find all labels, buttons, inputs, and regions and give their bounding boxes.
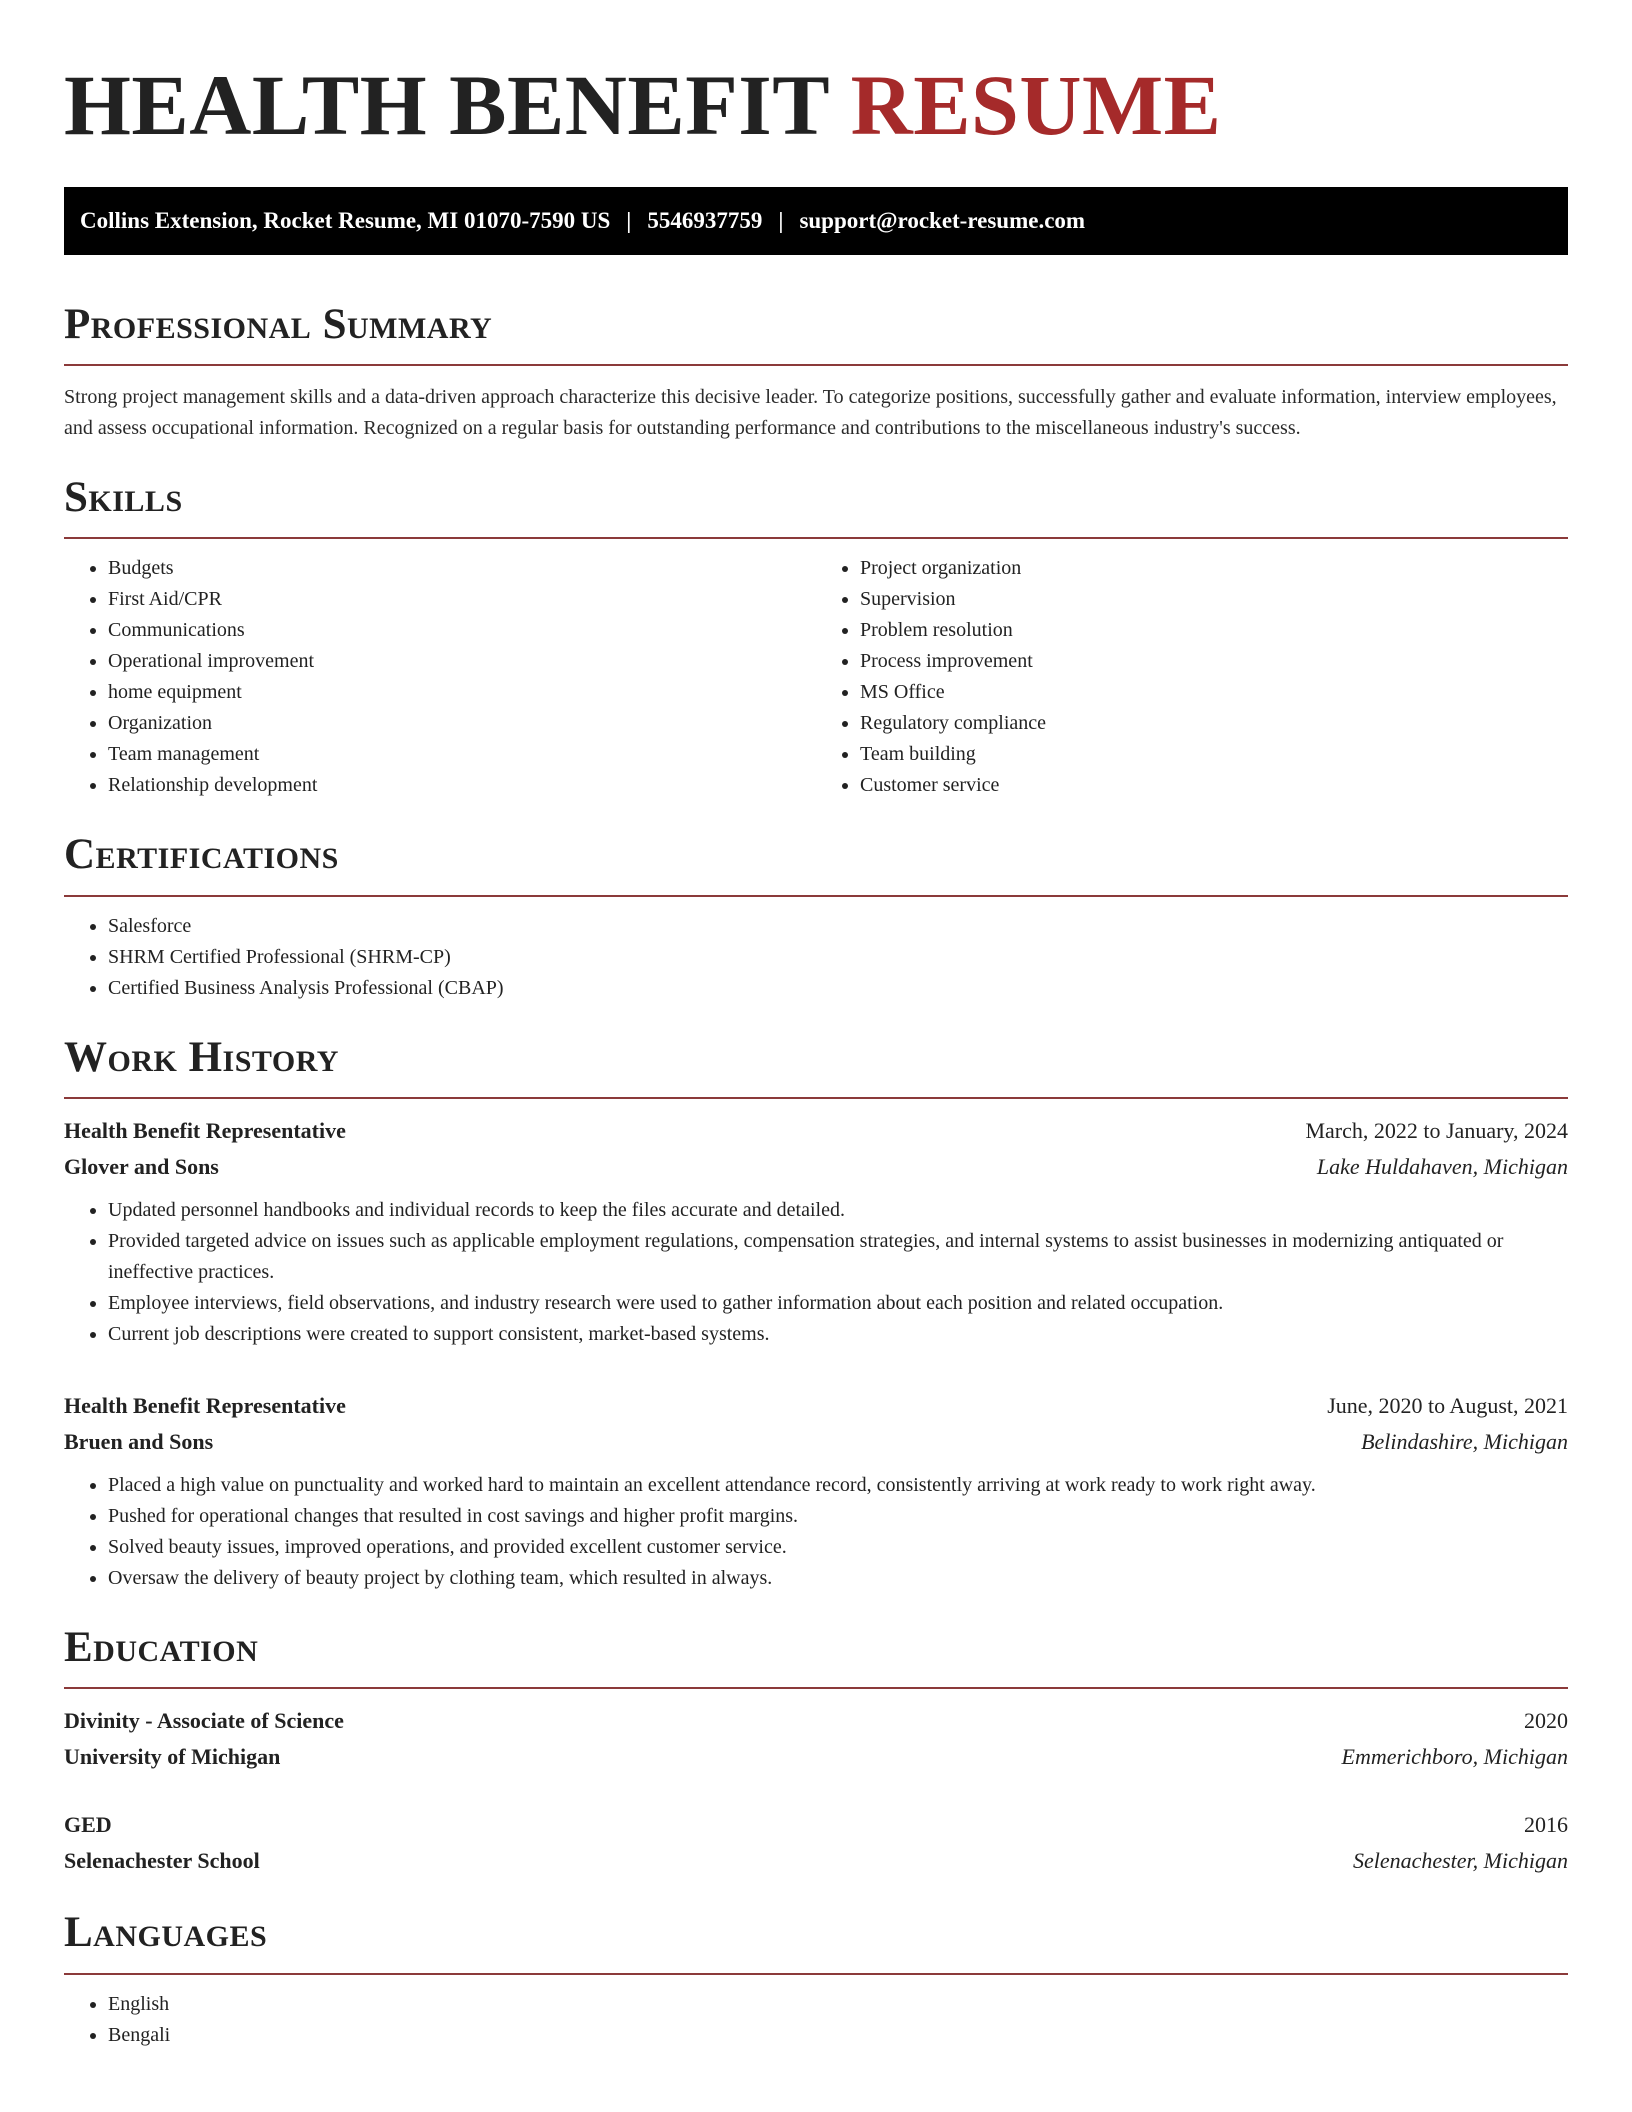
job-company: Glover and Sons [64, 1154, 219, 1180]
skill-item: • Communications [108, 615, 816, 646]
job-bullet: • Oversaw the delivery of beauty project by clothing team, which resulted in always. [108, 1563, 1568, 1594]
contact-separator: | [626, 207, 632, 233]
education-year: 2016 [1524, 1812, 1568, 1838]
skill-item: • Process improvement [860, 646, 1568, 677]
skill-item: • Customer service [860, 770, 1568, 801]
job-bullet: • Updated personnel handbooks and individual records to keep the files accurate and detailed. [108, 1195, 1568, 1226]
summary-text: Strong project management skills and a data-driven approach characterize this decisive leader. To categorize positions, successfully gather and evaluate information, interview employees, and assess occupational information. Recognized on a regular basis for outstanding performance and contributions to the miscellaneous industry's success. [64, 386, 1557, 440]
job-title: Health Benefit Representative [64, 1393, 346, 1419]
education-row-school [64, 1739, 1568, 1775]
education-location: Selenachester, Michigan [1352, 1848, 1568, 1874]
certification-item: • Certified Business Analysis Professional (CBAP) [108, 973, 1568, 1004]
section-summary [64, 301, 1568, 444]
section-work-history [64, 1034, 1568, 1594]
skill-item: • Team building [860, 739, 1568, 770]
section-heading-certifications: Certifications [64, 831, 1568, 896]
title-main: HEALTH BENEFIT [64, 57, 829, 153]
section-heading-education: Education [64, 1624, 1568, 1689]
education-school: Selenachester School [64, 1848, 260, 1874]
job-row-company [64, 1424, 1568, 1460]
language-item: • Bengali [108, 2020, 1568, 2051]
skills-list-right [816, 553, 1568, 801]
education-entry [64, 1807, 1568, 1879]
job-dates: March, 2022 to January, 2024 [1305, 1118, 1568, 1144]
education-year: 2020 [1524, 1708, 1568, 1734]
education-row-degree [64, 1807, 1568, 1843]
section-skills [64, 474, 1568, 801]
skill-item: • Relationship development [108, 770, 816, 801]
languages-list [64, 1989, 1568, 2051]
job-bullet: • Current job descriptions were created to support consistent, market-based systems. [108, 1319, 1568, 1350]
certification-item: • Salesforce [108, 911, 1568, 942]
resume-title [64, 0, 1568, 155]
education-location: Emmerichboro, Michigan [1341, 1744, 1568, 1770]
skill-item: • Team management [108, 739, 816, 770]
skill-item: • Operational improvement [108, 646, 816, 677]
section-heading-languages: Languages [64, 1909, 1568, 1974]
job-bullet: • Employee interviews, field observations, and industry research were used to gather information about each position and related occupation. [108, 1288, 1568, 1319]
job-location: Belindashire, Michigan [1361, 1429, 1568, 1455]
contact-bar [64, 187, 1568, 255]
education-degree: GED [64, 1812, 112, 1838]
job-dates: June, 2020 to August, 2021 [1327, 1393, 1568, 1419]
language-item: • English [108, 1989, 1568, 2020]
job-bullet: • Solved beauty issues, improved operations, and provided excellent customer service. [108, 1532, 1568, 1563]
skill-item: • Problem resolution [860, 615, 1568, 646]
section-heading-summary: Professional Summary [64, 301, 1568, 366]
education-school: University of Michigan [64, 1744, 281, 1770]
section-heading-skills: Skills [64, 474, 1568, 539]
skill-item: • Project organization [860, 553, 1568, 584]
job-company: Bruen and Sons [64, 1429, 214, 1455]
skill-item: • MS Office [860, 677, 1568, 708]
certification-item: • SHRM Certified Professional (SHRM-CP) [108, 942, 1568, 973]
contact-address: Collins Extension, Rocket Resume, MI 01070-7590 US [80, 207, 611, 233]
job-row-company [64, 1149, 1568, 1185]
title-accent: RESUME [850, 57, 1222, 153]
job-bullet: • Placed a high value on punctuality and worked hard to maintain an excellent attendance record, consistently arriving at work ready to work right away. [108, 1470, 1568, 1501]
skill-item: • Organization [108, 708, 816, 739]
job-row-title [64, 1113, 1568, 1149]
skills-list-left [64, 553, 816, 801]
skills-grid [64, 539, 1568, 801]
job-entry [64, 1388, 1568, 1594]
job-location: Lake Huldahaven, Michigan [1316, 1154, 1568, 1180]
skill-item: • Budgets [108, 553, 816, 584]
job-bullet: • Provided targeted advice on issues such as applicable employment regulations, compensation strategies, and internal systems to assist businesses in modernizing antiquated or ineffective practices. [108, 1226, 1568, 1288]
contact-email: support@rocket-resume.com [799, 207, 1086, 233]
contact-phone: 5546937759 [647, 207, 763, 233]
job-bullets [64, 1195, 1568, 1350]
skill-item: • Regulatory compliance [860, 708, 1568, 739]
section-certifications [64, 831, 1568, 1003]
job-row-title [64, 1388, 1568, 1424]
education-degree: Divinity - Associate of Science [64, 1708, 344, 1734]
skill-item: • Supervision [860, 584, 1568, 615]
contact-separator: | [778, 207, 784, 233]
job-title: Health Benefit Representative [64, 1118, 346, 1144]
skill-item: • home equipment [108, 677, 816, 708]
section-heading-work: Work History [64, 1034, 1568, 1099]
education-row-school [64, 1843, 1568, 1879]
section-languages [64, 1909, 1568, 2050]
certifications-list [64, 911, 1568, 1004]
section-education [64, 1624, 1568, 1879]
job-entry [64, 1113, 1568, 1350]
education-row-degree [64, 1703, 1568, 1739]
education-entry [64, 1703, 1568, 1775]
job-bullets [64, 1470, 1568, 1594]
job-bullet: • Pushed for operational changes that resulted in cost savings and higher profit margins. [108, 1501, 1568, 1532]
skill-item: • First Aid/CPR [108, 584, 816, 615]
